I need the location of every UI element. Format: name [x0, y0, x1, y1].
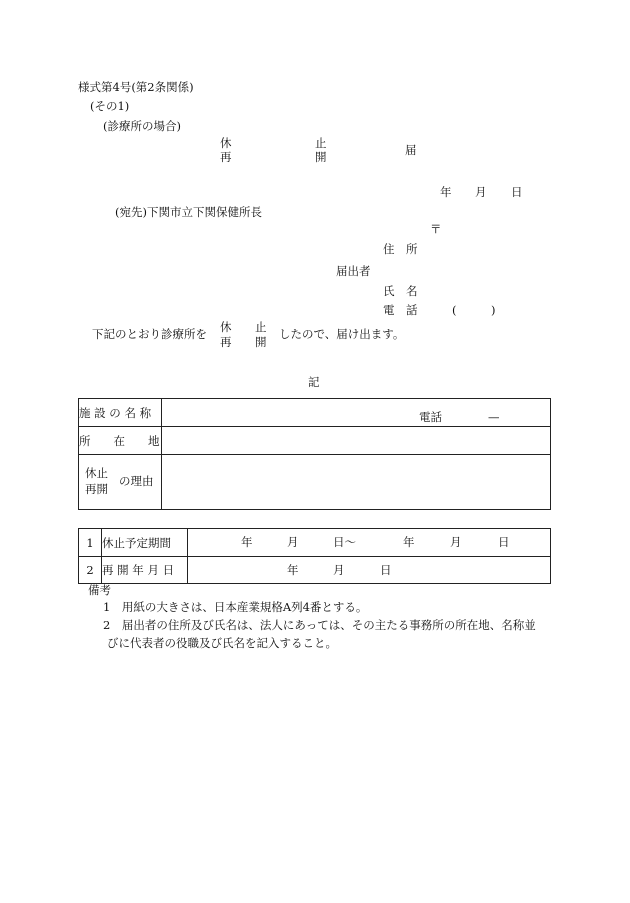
note-item-2-line2: びに代表者の役職及び氏名を記入すること。: [107, 636, 337, 650]
title-sai: 再: [220, 150, 232, 164]
applicant-label: 届出者: [336, 264, 371, 278]
ki-label: 記: [308, 375, 320, 389]
date-month: 月: [475, 185, 487, 199]
row2-num-cell: [79, 557, 102, 584]
addressee: (宛先)下関市立下関保健所長: [115, 205, 262, 219]
notes-heading: 備考: [88, 583, 111, 597]
location-label: 所 在 地: [79, 433, 160, 448]
form-number: 様式第4号(第2条関係): [78, 80, 194, 94]
facility-table: [78, 398, 551, 510]
statement-kyu: 休: [220, 320, 232, 334]
postal-mark: 〒: [430, 222, 442, 236]
title-kyu: 休: [220, 136, 232, 150]
row1-month1: 月: [287, 535, 299, 549]
row1-month2: 月: [450, 535, 462, 549]
reason-label-cell: [79, 455, 162, 510]
reason-value-cell[interactable]: [162, 455, 551, 510]
row1-value-cell[interactable]: [188, 529, 551, 557]
location-value-cell[interactable]: [162, 427, 551, 455]
row1-label-cell: [102, 529, 188, 557]
note-item-1: 1 用紙の大きさは、日本産業規格A列4番とする。: [103, 600, 368, 614]
date-day: 日: [511, 185, 523, 199]
row1-day2: 日: [498, 535, 510, 549]
row2-label-cell: [102, 557, 188, 584]
statement-sai: 再: [220, 335, 232, 349]
row1-year2: 年: [403, 535, 415, 549]
row1-num-cell: [79, 529, 102, 557]
row2-year: 年: [287, 563, 299, 577]
name-label: 氏 名: [383, 284, 418, 298]
period-table: [78, 528, 551, 584]
statement-kai: 開: [255, 335, 267, 349]
row2-label: 再 開 年 月 日: [102, 563, 175, 577]
phone-label: 電 話: [383, 303, 418, 317]
row1-day1: 日〜: [333, 535, 356, 549]
row2-day: 日: [380, 563, 392, 577]
case-label: (診療所の場合): [103, 119, 181, 133]
reason-sai: 再開: [85, 482, 108, 496]
note-item-2-line1: 2 届出者の住所及び氏名は、法人にあっては、その主たる事務所の所在地、名称並: [103, 618, 536, 632]
statement-after: したので、届け出ます。: [279, 327, 405, 341]
facility-phone-label: 電話: [419, 410, 442, 424]
row1-label: 休止予定期間: [102, 535, 171, 550]
title-shi: 止: [315, 136, 327, 150]
facility-name-value-cell[interactable]: [162, 399, 551, 427]
facility-name-label: 施 設 の 名 称: [79, 405, 152, 420]
phone-paren-open: (: [452, 303, 457, 317]
row2-month: 月: [333, 563, 345, 577]
address-label: 住 所: [383, 242, 418, 256]
reason-kyu: 休止: [85, 466, 108, 480]
facility-name-label-cell: [79, 399, 162, 427]
sub-number: (その1): [90, 99, 130, 113]
title-todoke: 届: [405, 143, 417, 157]
row1-num: 1: [86, 535, 94, 550]
statement-shi: 止: [255, 320, 267, 334]
facility-phone-dash: —: [488, 410, 500, 424]
title-kai: 開: [315, 150, 327, 164]
reason-suffix: の理由: [119, 474, 154, 488]
row2-num: 2: [86, 563, 94, 577]
phone-paren-close: ): [491, 303, 496, 317]
location-label-cell: [79, 427, 162, 455]
row1-year1: 年: [241, 535, 253, 549]
statement-before: 下記のとおり診療所を: [92, 327, 207, 341]
row2-value-cell[interactable]: [188, 557, 551, 584]
date-year: 年: [440, 185, 452, 199]
